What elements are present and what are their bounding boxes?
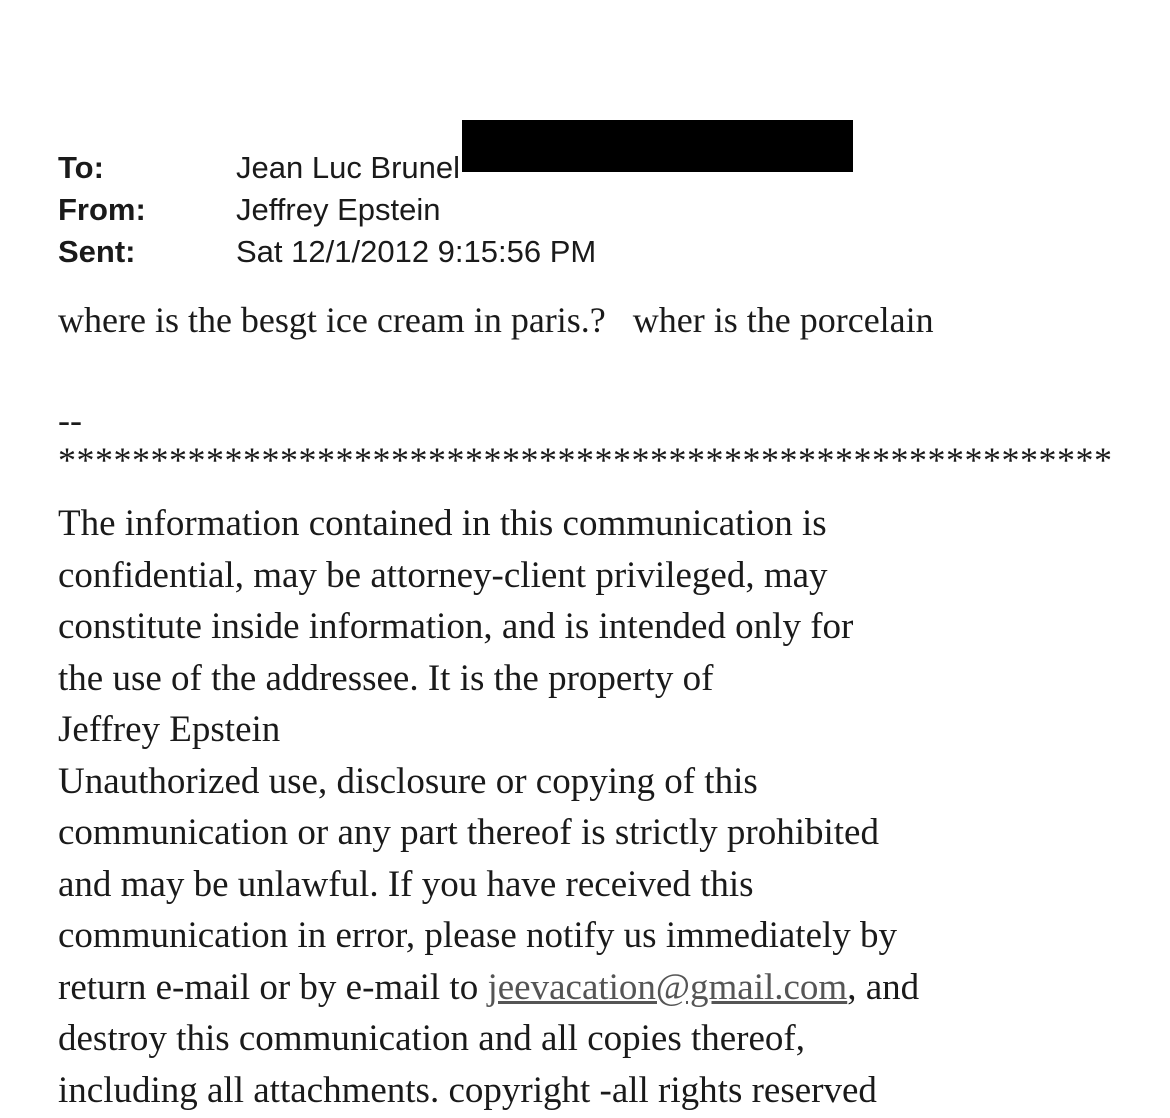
from-value: Jeffrey Epstein — [236, 192, 441, 227]
to-value: Jean Luc Brunel — [236, 150, 461, 185]
disclaimer-line: communication or any part thereof is strictly prohibited — [58, 812, 879, 853]
disclaimer-email-line — [58, 962, 1158, 1014]
disclaimer-line: destroy this communication and all copies thereof, — [58, 1018, 805, 1059]
sent-row — [58, 231, 853, 273]
signature-dashes: -- — [58, 400, 82, 440]
from-label: From: — [58, 192, 146, 227]
disclaimer-line: confidential, may be attorney-client privileged, may — [58, 554, 828, 596]
disclaimer-line: Jeffrey Epstein — [58, 709, 281, 750]
sent-value: Sat 12/1/2012 9:15:56 PM — [236, 234, 597, 269]
email-link[interactable]: jeevacation@gmail.com — [487, 966, 848, 1008]
message-body: where is the besgt ice cream in paris.? wher is the porcelain — [58, 300, 934, 340]
disclaimer-line: Unauthorized use, disclosure or copying of this — [58, 760, 758, 802]
disclaimer-line: The information contained in this communication is — [58, 503, 827, 544]
email-line-prefix: return e-mail or by e-mail to — [58, 966, 488, 1008]
disclaimer-line: and may be unlawful. If you have received this — [58, 863, 754, 905]
to-label: To: — [58, 150, 104, 185]
email-line-suffix: , and — [847, 966, 920, 1008]
redaction-block — [462, 120, 853, 172]
email-header — [58, 126, 853, 273]
disclaimer-line: the use of the addressee. It is the property of — [58, 657, 714, 699]
signature-stars: ********************************************************* — [58, 440, 1113, 480]
to-row — [58, 126, 853, 189]
disclaimer — [58, 498, 1158, 1116]
disclaimer-line: constitute inside information, and is intended only for — [58, 606, 854, 647]
disclaimer-line: including all attachments. copyright -all rights reserved — [58, 1069, 877, 1111]
from-row — [58, 189, 853, 231]
disclaimer-line: communication in error, please notify us immediately by — [58, 915, 898, 956]
sent-label: Sent: — [58, 234, 136, 269]
